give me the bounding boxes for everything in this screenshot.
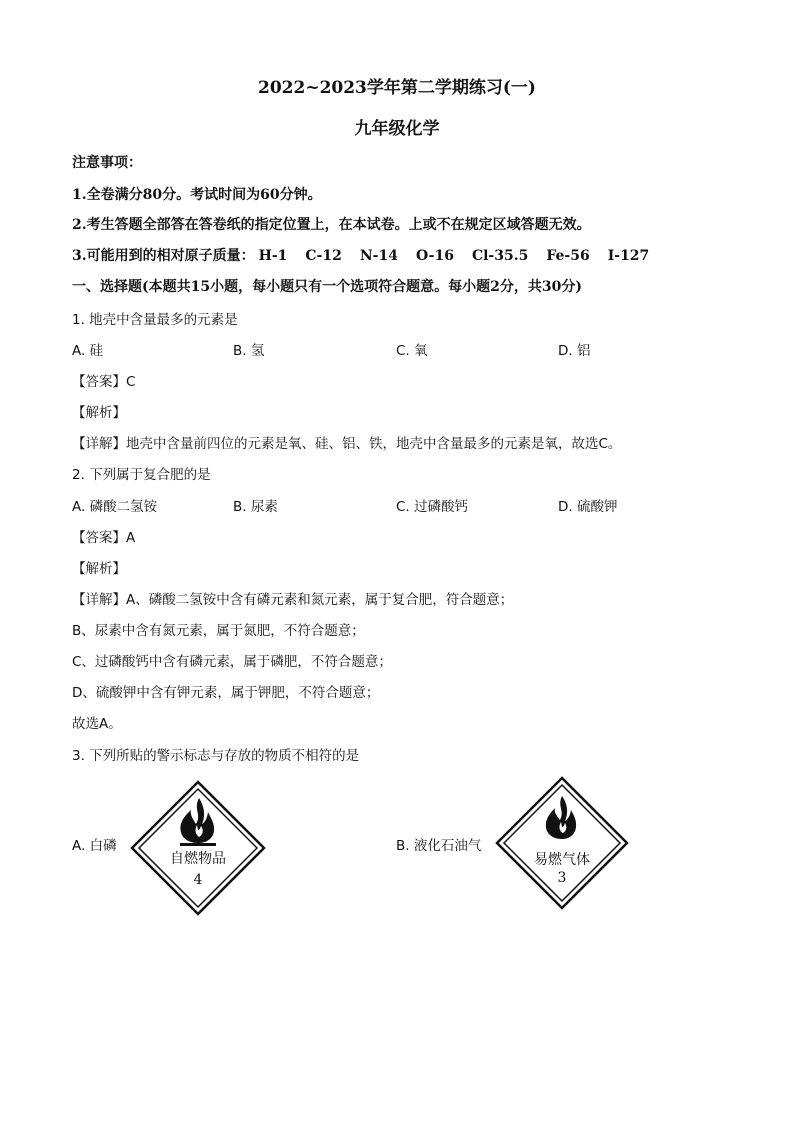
detail-label: 【详解】 — [72, 592, 126, 608]
q1-answer — [72, 370, 135, 390]
q2-detail-line-4: D、硫酸钾中含有钾元素，属于钾肥，不符合题意； — [72, 685, 380, 701]
q3-stem: 3. 下列所贴的警示标志与存放的物质不相符的是 — [72, 748, 360, 764]
q1-option-b: B. 氢 — [233, 343, 265, 359]
q2-analysis-label: 【解析】 — [72, 561, 126, 577]
q2-detail-line-3: C、过磷酸钙中含有磷元素，属于磷肥，不符合题意； — [72, 654, 392, 670]
answer-value: A — [126, 530, 136, 546]
detail-label: 【详解】 — [72, 436, 126, 452]
q1-stem: 1. 地壳中含量最多的元素是 — [72, 312, 238, 328]
q1-option-c: C. 氧 — [396, 343, 428, 359]
notes-heading: 注意事项： — [72, 155, 142, 171]
exam-title: 2022~2023学年第二学期练习(一) — [258, 78, 536, 98]
q2-option-b: B. 尿素 — [233, 499, 278, 515]
sign-b-label: 易燃气体 — [534, 852, 590, 868]
atom-mass: Fe-56 — [546, 248, 590, 264]
q3-option-a: A. 白磷 — [72, 838, 117, 854]
q1-option-d: D. 铝 — [558, 343, 591, 359]
atom-mass: N-14 — [359, 248, 398, 264]
q3-option-b: B. 液化石油气 — [396, 838, 482, 854]
q1-analysis-label: 【解析】 — [72, 405, 126, 421]
note-item-2: 2.考生答题全部答在答卷纸的指定位置上，在本试卷。上或不在规定区域答题无效。 — [72, 217, 591, 233]
answer-label: 【答案】 — [72, 374, 126, 390]
q2-option-d: D. 硫酸钾 — [558, 499, 618, 515]
q2-option-a: A. 磷酸二氢铵 — [72, 499, 158, 515]
q2-option-c: C. 过磷酸钙 — [396, 499, 469, 515]
detail-text: A、磷酸二氢铵中含有磷元素和氮元素，属于复合肥，符合题意； — [126, 592, 514, 608]
note-atomic-masses — [72, 245, 667, 265]
q2-answer — [72, 526, 135, 546]
atoms-label: 3.可能用到的相对原子质量： — [72, 248, 255, 264]
answer-label: 【答案】 — [72, 530, 126, 546]
atom-mass: Cl-35.5 — [471, 248, 529, 264]
q2-detail-line-1 — [72, 588, 513, 608]
note-item-1: 1.全卷满分80分。考试时间为60分钟。 — [72, 187, 322, 203]
atom-mass: H-1 — [258, 248, 288, 264]
q2-stem: 2. 下列属于复合肥的是 — [72, 467, 211, 483]
q2-detail-line-2: B、尿素中含有氮元素，属于氮肥，不符合题意； — [72, 623, 365, 639]
q2-detail-line-5: 故选A。 — [72, 716, 122, 732]
diamond-sign-icon — [495, 776, 629, 910]
detail-text: 地壳中含量前四位的元素是氧、硅、铝、铁，地壳中含量最多的元素是氧，故选C。 — [126, 436, 622, 452]
sign-b-class: 3 — [557, 870, 567, 886]
atom-mass: I-127 — [607, 248, 650, 264]
sign-a-label: 自燃物品 — [170, 851, 226, 867]
answer-value: C — [126, 374, 136, 390]
flame-hazard-sign-b — [495, 776, 629, 910]
q1-detail — [72, 432, 621, 452]
flame-hazard-sign-a — [130, 780, 266, 916]
atom-mass: C-12 — [305, 248, 342, 264]
sign-a-class: 4 — [193, 872, 203, 888]
atom-mass: O-16 — [415, 248, 454, 264]
section-heading: 一、选择题(本题共15小题，每小题只有一个选项符合题意。每小题2分，共30分) — [72, 279, 582, 295]
q1-option-a: A. 硅 — [72, 343, 104, 359]
exam-subtitle: 九年级化学 — [354, 119, 440, 139]
